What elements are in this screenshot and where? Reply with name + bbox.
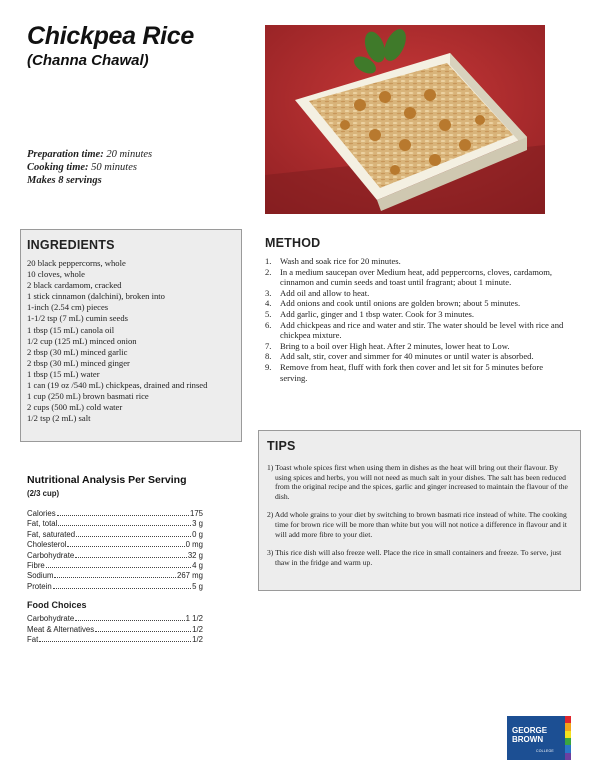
method-step [265, 351, 565, 362]
nutrition-title: Nutritional Analysis Per Serving [27, 474, 187, 486]
ingredient-item: 2 tbsp (30 mL) minced garlic [27, 346, 128, 357]
nutrient-value: 267 mg [176, 571, 203, 581]
step-number: 4. [265, 298, 272, 309]
step-number: 5. [265, 308, 272, 319]
step-text: Add garlic, ginger and 1 tbsp water. Cook for 3 minutes. [280, 308, 475, 319]
method-step [265, 341, 565, 352]
dish-illustration [265, 25, 545, 214]
tips-heading: TIPS [267, 439, 296, 453]
recipe-subtitle: (Channa Chawal) [27, 52, 149, 69]
cook-time-value: 50 minutes [91, 162, 137, 173]
nutrition-row [27, 551, 203, 561]
nutrient-value: 3 g [192, 519, 203, 529]
step-text: Add chickpeas and rice and water and stir. The water should be level with rice and chickpea mixture. [280, 319, 564, 341]
nutrient-value: 0 g [192, 529, 203, 539]
method-step [265, 320, 565, 341]
nutrition-row [27, 561, 203, 571]
step-text: Add salt, stir, cover and simmer for 40 minutes or until water is absorbed. [280, 351, 534, 362]
servings: Makes 8 servings [27, 175, 102, 186]
food-choice-row [27, 635, 203, 646]
ingredient-item: 1-inch (2.54 cm) pieces [27, 302, 109, 313]
food-choice-label: Meat & Alternatives [27, 624, 95, 634]
method-step [265, 298, 565, 309]
nutrition-row [27, 540, 203, 550]
nutrient-label: Sodium [27, 571, 54, 581]
nutrition-panel [27, 474, 203, 646]
logo-color-bars [565, 716, 571, 760]
method-heading: METHOD [265, 236, 321, 250]
method-list [265, 256, 565, 383]
step-number: 7. [265, 340, 272, 351]
ingredient-item: 1 stick cinnamon (dalchini), broken into [27, 291, 165, 302]
nutrition-list [27, 509, 203, 592]
food-choice-row [27, 614, 203, 625]
nutrient-label: Cholesterol [27, 540, 67, 550]
prep-time-label: Preparation time: [27, 149, 104, 160]
logo-line: COLLEGE [536, 749, 554, 753]
step-number: 3. [265, 287, 272, 298]
ingredients-box [20, 229, 242, 442]
dish-photo [265, 25, 545, 214]
tips-box [258, 430, 581, 591]
food-choice-value: 1/2 [192, 624, 203, 634]
logo-line: BROWN [512, 735, 544, 744]
logo-color-bar [565, 753, 571, 760]
ingredient-item: 2 cups (500 mL) cold water [27, 402, 123, 413]
step-number: 9. [265, 361, 272, 372]
recipe-title: Chickpea Rice [27, 22, 195, 50]
method-section [265, 236, 565, 383]
ingredient-item: 1 cup (250 mL) brown basmati rice [27, 391, 149, 402]
step-text: Add oil and allow to heat. [280, 287, 370, 298]
nutrition-row [27, 519, 203, 529]
ingredient-item: 1/2 cup (125 mL) minced onion [27, 335, 137, 346]
nutrient-label: Carbohydrate [27, 550, 75, 560]
logo-wordmark [507, 716, 565, 760]
logo-color-bar [565, 723, 571, 730]
nutrition-row [27, 582, 203, 592]
food-choice-value: 1/2 [192, 635, 203, 645]
step-text: In a medium saucepan over Medium heat, add peppercorns, cloves, cardamom, cinnamon and cumin seeds and toast until fragrant; about 1 minute. [280, 266, 553, 288]
ingredient-item: 2 tbsp (30 mL) minced ginger [27, 357, 130, 368]
tip-item: 1) Toast whole spices first when using them in dishes as the heat will bring out their flavour. By using spices and herbs, you will not need as much salt in your dishes. The salt has been reduced from the original recipe and the spices, garlic and ginger increased to maintain the flavour of the dish. [267, 463, 568, 501]
ingredient-item: 1/2 tsp (2 mL) salt [27, 413, 91, 424]
food-choice-value: 1 1/2 [185, 614, 203, 624]
nutrient-label: Calories [27, 509, 56, 518]
logo-color-bar [565, 731, 571, 738]
nutrient-label: Fat, saturated [27, 529, 76, 539]
nutrient-value: 5 g [192, 581, 203, 591]
method-step [265, 267, 565, 288]
nutrient-value: 0 mg [185, 540, 203, 550]
tip-item: 3) This rice dish will also freeze well. Place the rice in small containers and freeze. To serve, just thaw in the fridge and warm up. [267, 548, 562, 567]
food-choices-list [27, 614, 203, 646]
method-step [265, 256, 565, 267]
tips-list [267, 463, 572, 576]
step-number: 6. [265, 319, 272, 330]
nutrient-value: 4 g [192, 561, 203, 571]
method-step [265, 362, 565, 383]
ingredient-item: 1-1/2 tsp (7 mL) cumin seeds [27, 313, 128, 324]
step-text: Remove from heat, fluff with fork then cover and let sit for 5 minutes before serving. [280, 361, 544, 383]
nutrient-value: 175 [189, 509, 203, 518]
method-step [265, 309, 565, 320]
george-brown-logo [507, 716, 571, 760]
nutrient-label: Fibre [27, 561, 45, 571]
ingredient-item: 20 black peppercorns, whole [27, 258, 126, 268]
step-number: 1. [265, 256, 272, 266]
ingredient-item: 1 tbsp (15 mL) water [27, 368, 100, 379]
ingredient-item: 1 can (19 oz /540 mL) chickpeas, drained and rinsed [27, 380, 208, 391]
food-choice-label: Fat [27, 635, 39, 645]
cook-time-label: Cooking time: [27, 162, 89, 173]
step-number: 8. [265, 351, 272, 362]
nutrient-label: Fat, total [27, 519, 58, 529]
logo-line: GEORGE [512, 726, 548, 735]
ingredients-heading: INGREDIENTS [27, 238, 115, 252]
nutrient-label: Protein [27, 581, 52, 591]
ingredient-item: 10 cloves, whole [27, 269, 85, 280]
step-text: Wash and soak rice for 20 minutes. [280, 256, 401, 266]
logo-color-bar [565, 745, 571, 752]
logo-color-bar [565, 716, 571, 723]
food-choice-label: Carbohydrate [27, 614, 75, 624]
nutrition-row [27, 509, 203, 519]
step-text: Bring to a boil over High heat. After 2 minutes, lower heat to Low. [280, 340, 510, 351]
tip-item: 2) Add whole grains to your diet by switching to brown basmati rice instead of white. The cooking time for brown rice will be more than white but you will not notice a difference in flavour and it will add more fibre to your diet. [267, 510, 567, 539]
logo-color-bar [565, 738, 571, 745]
prep-time-value: 20 minutes [106, 149, 153, 160]
nutrition-row [27, 571, 203, 581]
ingredient-item: 1 tbsp (15 mL) canola oil [27, 324, 115, 335]
ingredient-item: 2 black cardamom, cracked [27, 280, 122, 291]
method-step [265, 288, 565, 299]
nutrition-serving: (2/3 cup) [27, 489, 60, 498]
step-text: Add onions and cook until onions are golden brown; about 5 minutes. [280, 298, 521, 309]
recipe-meta [27, 148, 152, 187]
food-choice-row [27, 625, 203, 636]
food-choices-title: Food Choices [27, 600, 87, 611]
ingredients-list [27, 258, 207, 424]
nutrient-value: 32 g [187, 550, 203, 560]
step-number: 2. [265, 266, 272, 277]
nutrition-row [27, 530, 203, 540]
